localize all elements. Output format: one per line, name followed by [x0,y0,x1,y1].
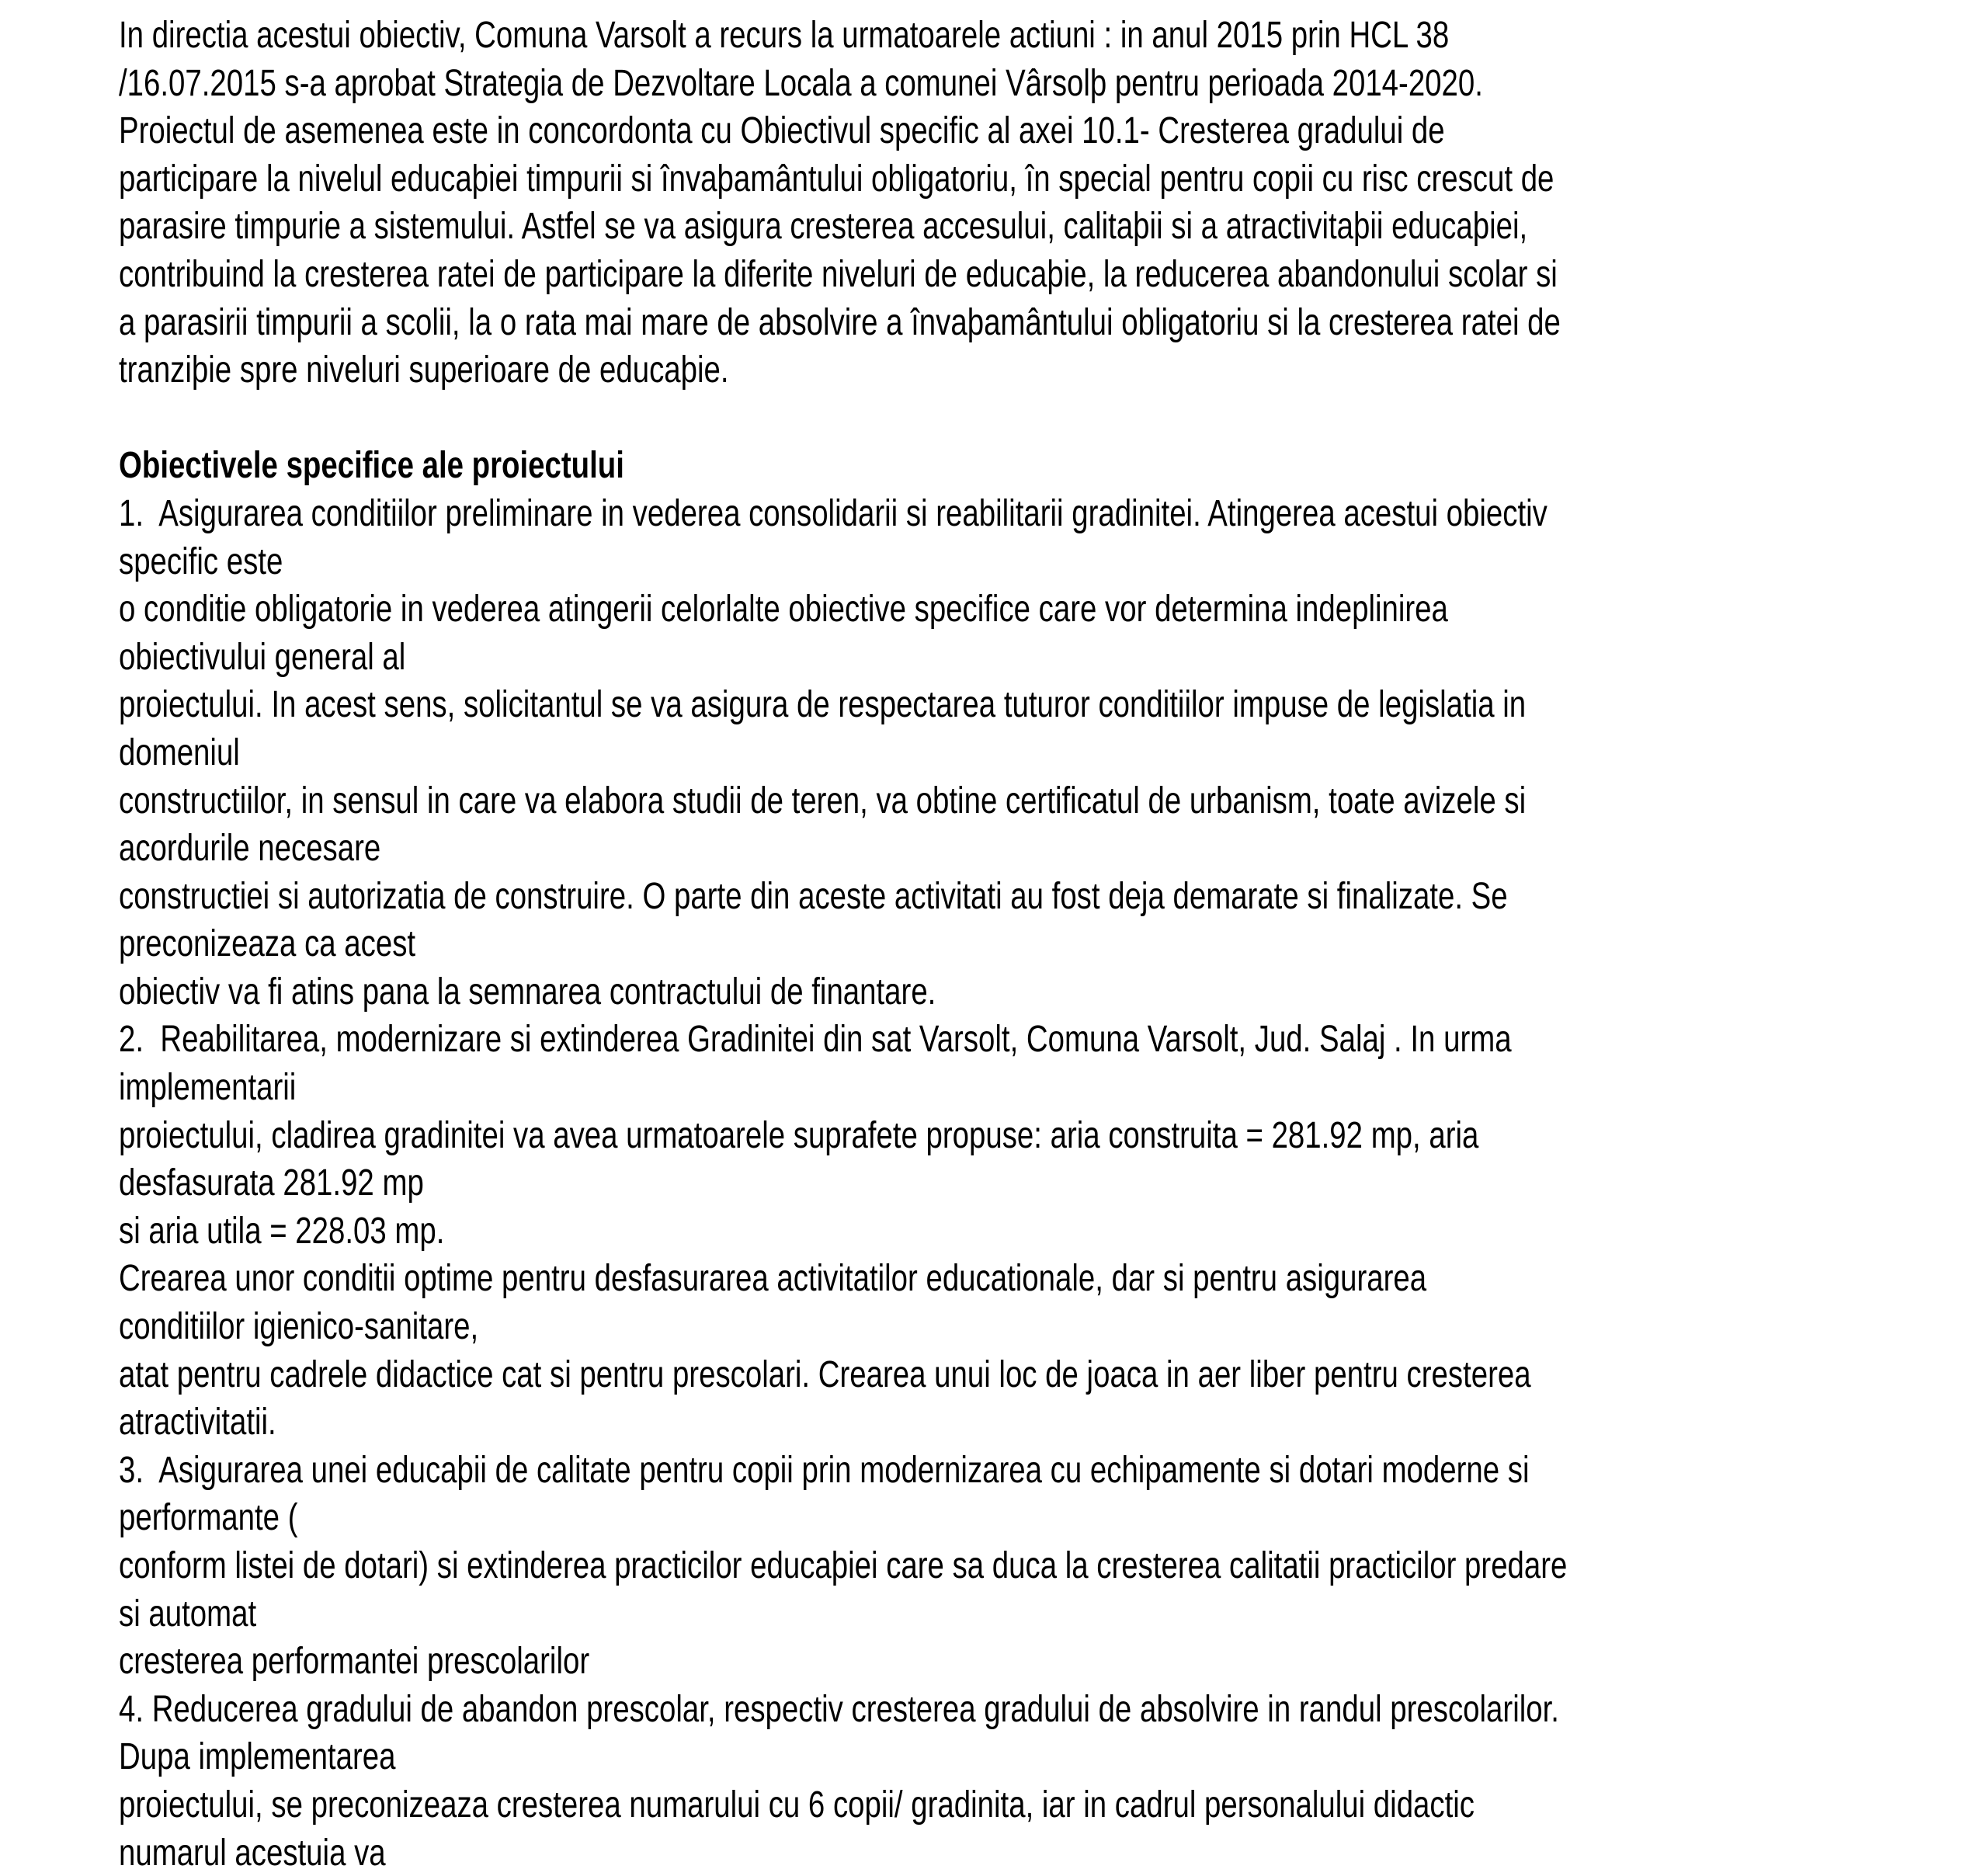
text-line: participare la nivelul educaþiei timpurii si învaþamântului obligatoriu, în special pentru copii cu risc crescut de [119,158,1554,200]
text-line: o conditie obligatorie in vederea atingerii celorlalte obiective specifice care vor determina indeplinirea [119,589,1448,631]
text-line: tranziþie spre niveluri superioare de educaþie. [119,349,729,391]
text-line: specific este [119,540,283,582]
text-line: 4. Reducerea gradului de abandon prescolar, respectiv cresterea gradului de absolvire in randul prescolarilor. [119,1688,1559,1730]
blank-line [119,394,1608,443]
text-line: si aria utila = 228.03 mp. [119,1210,445,1252]
text-line: atractivitatii. [119,1402,276,1443]
text-line: 1. Asigurarea conditiilor preliminare in vederea consolidarii si reabilitarii gradinitei. Atingerea acestui obiectiv [119,492,1548,534]
text-line: si automat [119,1593,257,1635]
text-line: implementarii [119,1067,297,1109]
text-line: constructiei si autorizatia de construire. O parte din aceste activitati au fost deja demarate si finalizate. Se [119,875,1508,917]
text-line: parasire timpurie a sistemului. Astfel se va asigura cresterea accesului, calitaþii si a atractivitaþii educaþiei, [119,206,1528,248]
text-line: cresterea performantei prescolarilor [119,1641,590,1683]
document-text [119,12,1980,1876]
text-line: Crearea unor conditii optime pentru desfasurarea activitatilor educationale, dar si pentru asigurarea [119,1258,1427,1300]
text-line: obiectivului general al [119,636,406,678]
text-line: /16.07.2015 s-a aprobat Strategia de Dezvoltare Locala a comunei Vârsolþ pentru perioada 2014-2020. [119,62,1483,104]
text-line: preconizeaza ca acest [119,923,416,965]
text-line: domeniul [119,731,240,773]
text-line: Dupa implementarea [119,1736,396,1778]
text-line: contribuind la cresterea ratei de participare la diferite niveluri de educaþie, la reducerea abandonului scolar si [119,253,1558,295]
text-line: 2. Reabilitarea, modernizare si extinderea Gradinitei din sat Varsolt, Comuna Varsolt, Jud. Salaj . In urma [119,1019,1512,1061]
text-line: In directia acestui obiectiv, Comuna Varsolt a recurs la urmatoarele actiuni : in anul 2015 prin HCL 38 [119,15,1450,56]
text-line: atat pentru cadrele didactice cat si pentru prescolari. Crearea unui loc de joaca in aer liber pentru cresterea [119,1353,1531,1395]
text-line: a parasirii timpurii a scolii, la o rata mai mare de absolvire a învaþamântului obligatoriu si la cresterea ratei de [119,301,1561,343]
text-line: proiectului, cladirea gradinitei va avea urmatoarele suprafete propuse: aria construita = 281.92 mp, aria [119,1114,1479,1156]
text-line: desfasurata 281.92 mp [119,1162,424,1204]
text-line: constructiilor, in sensul in care va elabora studii de teren, va obtine certificatul de urbanism, toate avizele si [119,780,1527,822]
text-line: conditiilor igienico-sanitare, [119,1306,479,1348]
text-line: conform listei de dotari) si extinderea practicilor educaþiei care sa duca la cresterea calitatii practicilor predare [119,1545,1568,1586]
text-line: acordurile necesare [119,828,381,870]
text-line: proiectului, se preconizeaza cresterea numarului cu 6 copii/ gradinita, iar in cadrul personalului didactic [119,1784,1475,1826]
text-line: Proiectul de asemenea este in concordonta cu Obiectivul specific al axei 10.1- Cresterea gradului de [119,110,1445,152]
text-line: proiectului. In acest sens, solicitantul se va asigura de respectarea tuturor conditiilor impuse de legislatia in [119,684,1527,726]
text-line: numarul acestuia va [119,1832,386,1874]
section-heading: Obiectivele specifice ale proiectului [119,445,624,487]
text-line: performante ( [119,1497,298,1539]
text-line: 3. Asigurarea unei educaþii de calitate pentru copii prin modernizarea cu echipamente si dotari moderne si [119,1449,1530,1491]
text-line: obiectiv va fi atins pana la semnarea contractului de finantare. [119,971,936,1013]
